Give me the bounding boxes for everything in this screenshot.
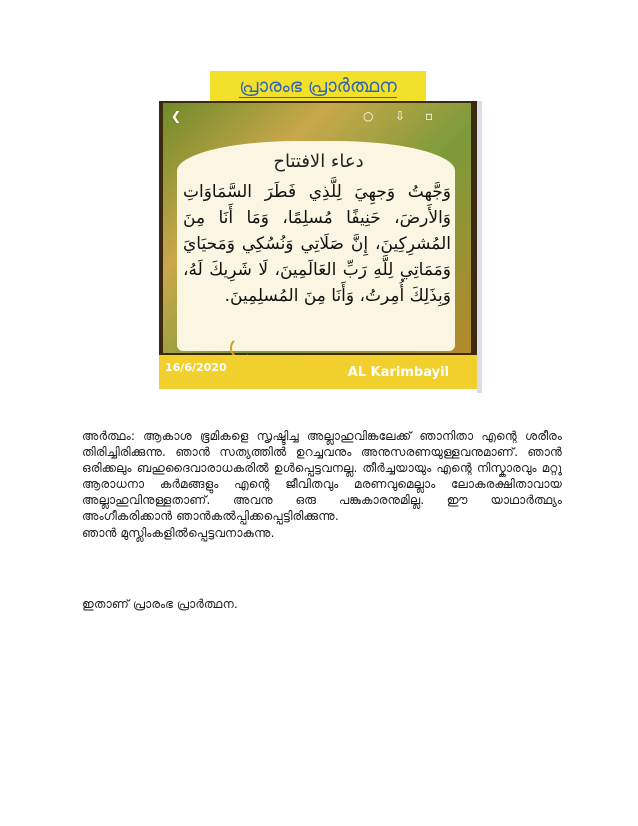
caption-band (159, 355, 477, 389)
share-icon[interactable]: ○ (363, 109, 374, 123)
bookmark-icon[interactable]: ▫ (425, 109, 434, 123)
meaning-last-line: ഞാൻ മുസ്ലിംകളിൽപ്പെട്ടവനാകുന്നു. (82, 525, 275, 540)
arabic-dua-text: وَجَّهتُ وَجهِيَ لِلَّذِي فَطَرَ السَّمَاوَاتِ وَالأَرضَ، حَنِيفًا مُسلِمًا، وَمَا أَنَا مِنَ المُشرِكِينَ، إِنَّ صَلَاتِي وَنُسُكِي وَمَحيَايَ وَمَمَاتِي لِلَّهِ رَبِّ العَالَمِينَ، لَا شَرِيكَ لَهُ، وَبِذَلِكَ أُمِرتُ، وَأَنَا مِنَ المُسلِمِينَ. (183, 182, 451, 306)
image-date: 16/6/2020 (165, 361, 227, 374)
dua-image-card (155, 101, 482, 393)
arabic-heading: دعاء الافتتاح (273, 151, 364, 172)
back-icon[interactable]: ❮ (171, 109, 182, 123)
meaning-paragraph: അർത്ഥം: ആകാശ ഭൂമികളെ സൃഷ്ടിച്ച അല്ലാഹുവിങ്കലേക്ക് ഞാനിതാ എന്റെ ശരീരം തിരിച്ചിരിക്കുന്നു. ഞാൻ സത്യത്തിൽ ഉറച്ചവനും അനുസരണയുള്ളവനുമാണ്. ഞാൻ ഒരിക്കലും ബഹുദൈവാരാധകരിൽ ഉൾപ്പെട്ടവനല്ല. തീർച്ചയായും എന്റെ നിസ്കാരവും മറ്റു ആരാധനാ കർമങ്ങളും എന്റെ ജീവിതവും മരണവുമെല്ലാം ലോകരക്ഷിതാവായ അല്ലാഹുവിനുള്ളതാണ്. അവനു ഒരു പങ്കുകാരനുമില്ല. ഈ യാഥാർത്ഥ്യം അംഗീകരിക്കാൻ ഞാൻകൽപ്പിക്കപ്പെട്ടിരിക്കുന്നു. (82, 429, 562, 524)
title-text: പ്രാരംഭ പ്രാർത്ഥന (239, 75, 397, 97)
card-edge (477, 101, 482, 393)
download-icon[interactable]: ⇩ (395, 109, 406, 123)
page-title (210, 71, 426, 101)
closing-line: ഇതാണ് പ്രാരംഭ പ്രാർത്ഥന. (82, 597, 238, 611)
image-author: AL Karimbayil (347, 365, 449, 380)
meaning-text (82, 428, 562, 541)
